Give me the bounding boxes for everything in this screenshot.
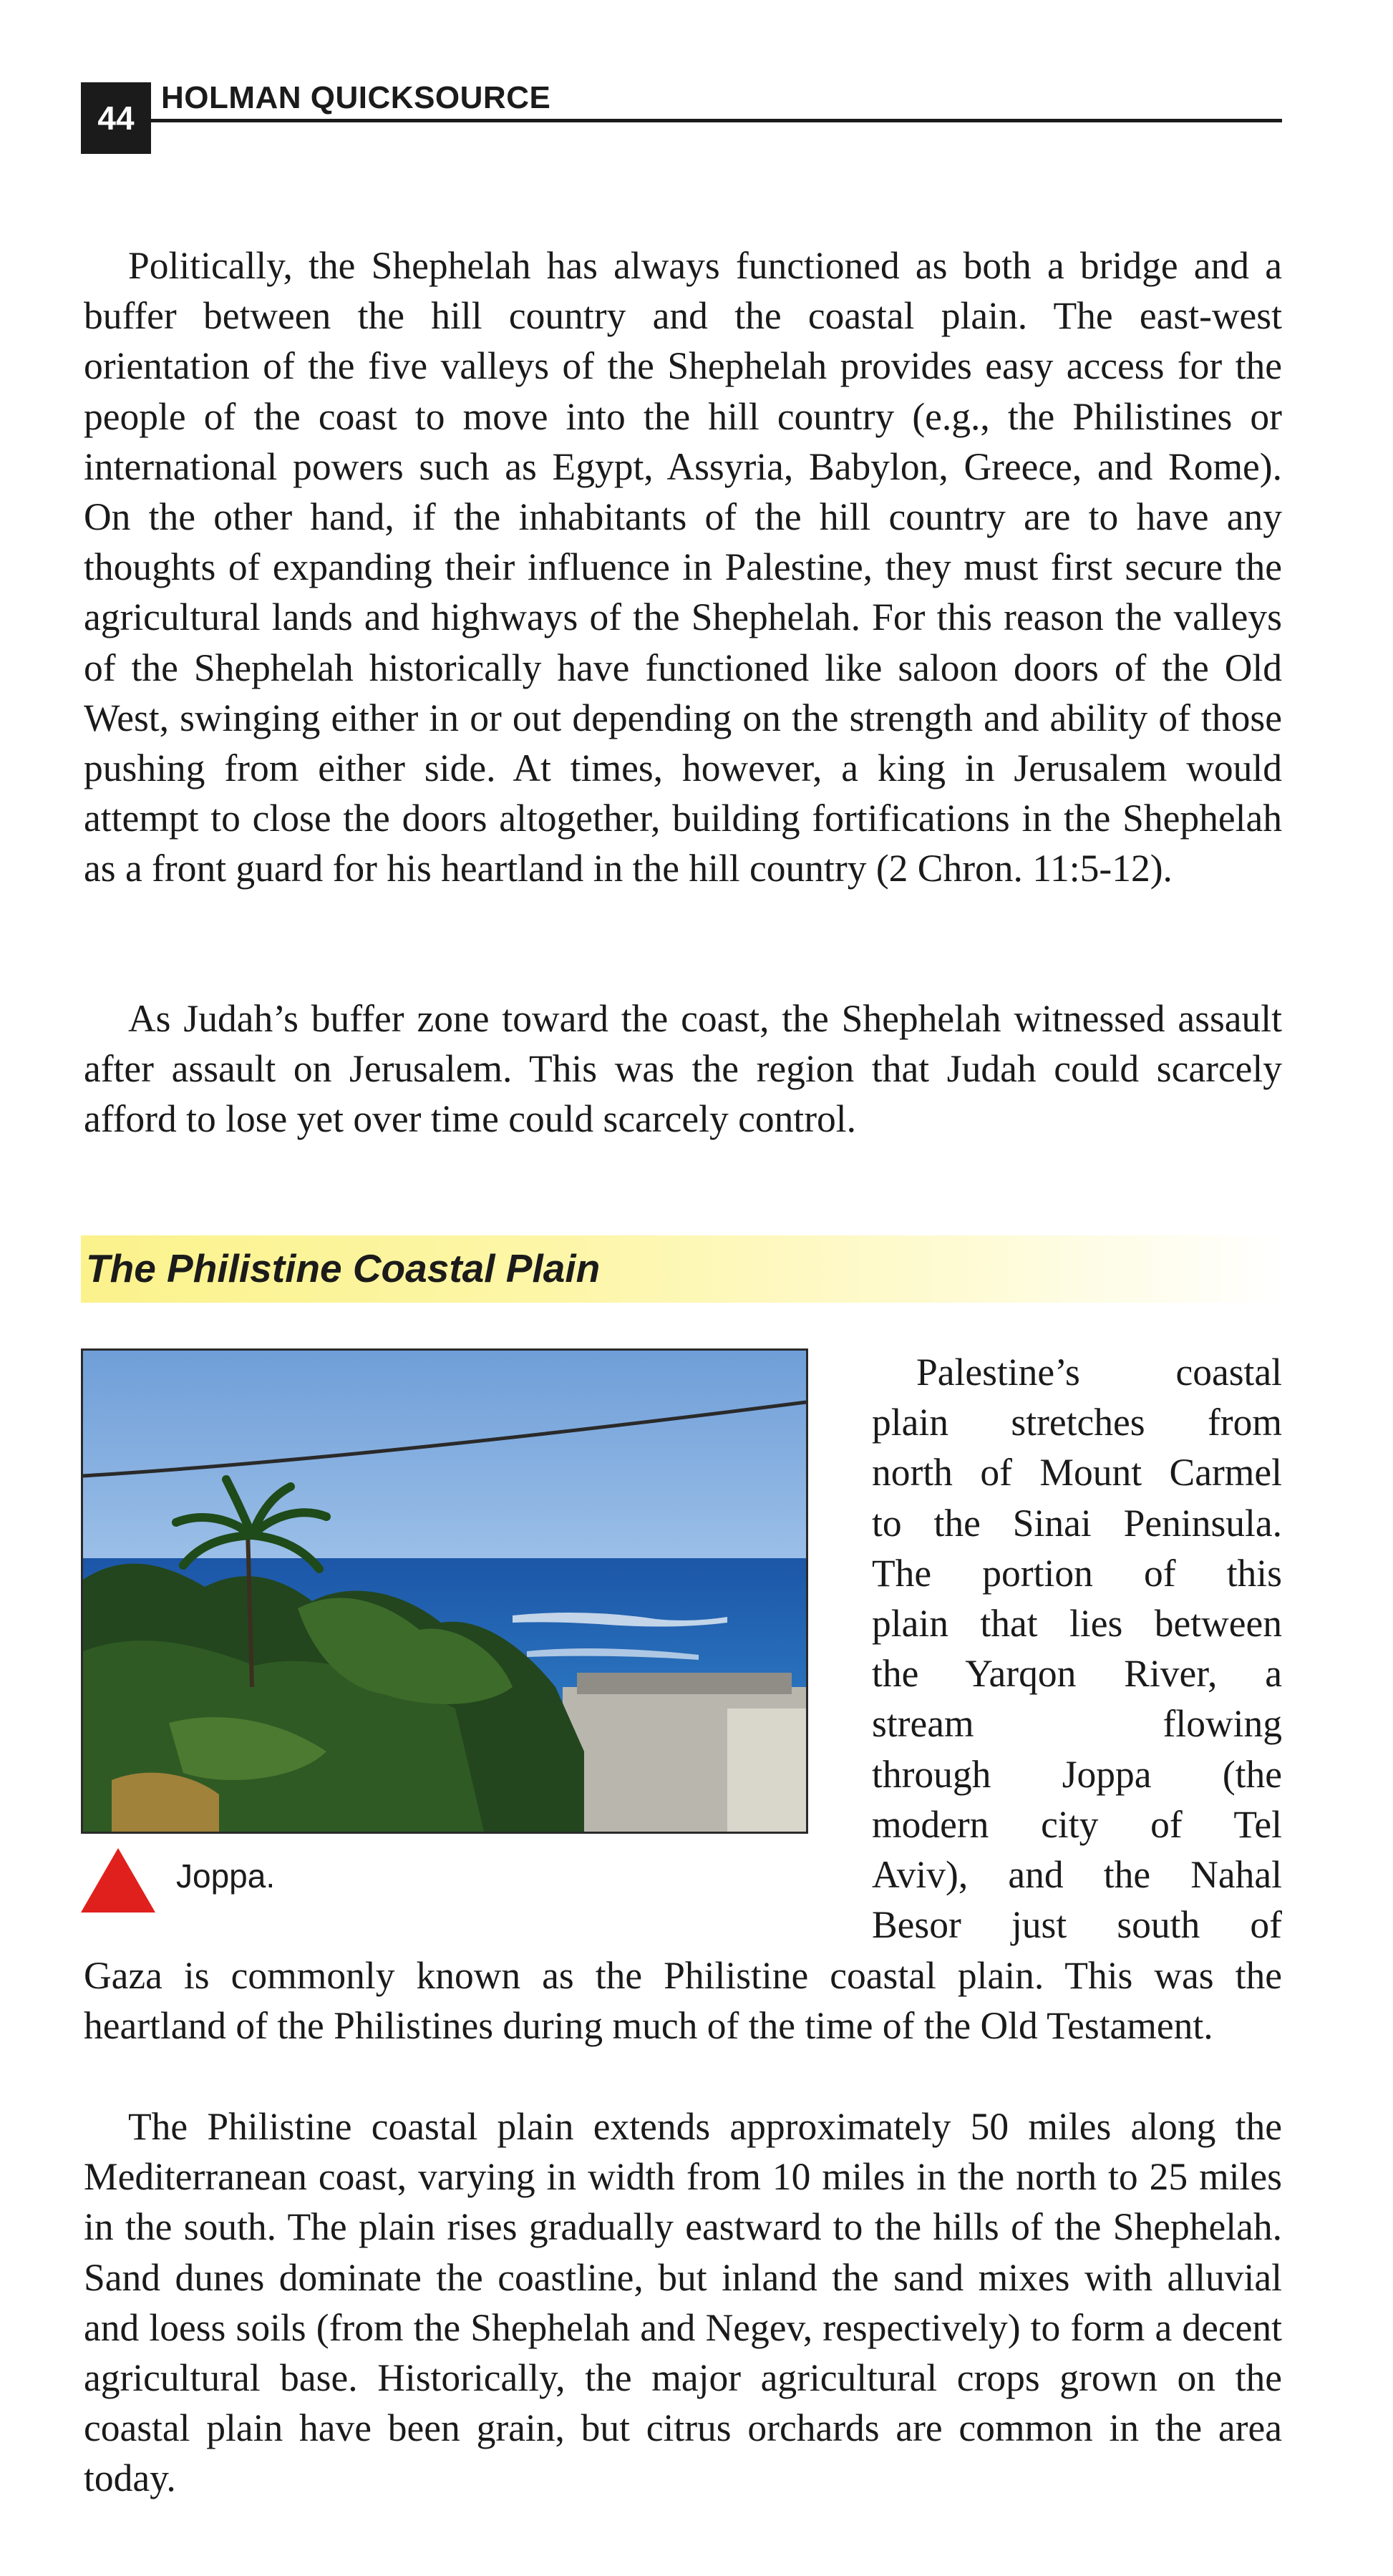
page-number: 44 — [81, 82, 151, 154]
side-line: the Yarqon River, a — [872, 1652, 1282, 1696]
caption-triangle-icon — [81, 1848, 155, 1912]
body-paragraph-3-continued: Gaza is commonly known as the Philistine coastal plain. This was the heartland of the Philistines during much of the time of the Old Testament. — [84, 1954, 1282, 2048]
side-line: stream flowing — [872, 1702, 1282, 1746]
photo-caption: Joppa. — [176, 1857, 276, 1895]
side-line: to the Sinai Peninsula. — [872, 1501, 1282, 1545]
side-line: Palestine’s coastal — [916, 1351, 1282, 1394]
body-paragraph-4: The Philistine coastal plain extends approximately 50 miles along the Mediterranean coast, varying in width from 10 miles in the north to 25 miles in the south. The plain rises gradually eastward to the hills of the Shephelah. Sand dunes dominate the coastline, but inland the sand mixes with alluvial and loess soils (from the Shephelah and Negev, respectively) to form a decent agricultural base. Historically, the major agricultural crops grown on the coastal plain have been grain, but citrus orchards are common in the area today. — [84, 2105, 1282, 2500]
body-paragraph-3-side — [872, 1347, 1282, 1950]
side-line: north of Mount Carmel — [872, 1451, 1282, 1494]
body-paragraph-2: As Judah’s buffer zone toward the coast, the Shephelah witnessed assault after assault on Jerusalem. This was the region that Judah could scarcely afford to lose yet over time could scarcely control. — [84, 997, 1282, 1141]
side-line: plain stretches from — [872, 1401, 1282, 1444]
section-heading: The Philistine Coastal Plain — [86, 1246, 601, 1291]
side-line: plain that lies between — [872, 1602, 1282, 1646]
side-line: The portion of this — [872, 1551, 1282, 1595]
side-line: Aviv), and the Nahal — [872, 1853, 1282, 1897]
header-rule — [151, 119, 1282, 122]
side-line: through Joppa (the — [872, 1752, 1282, 1796]
side-line: modern city of Tel — [872, 1802, 1282, 1846]
body-paragraph-1: Politically, the Shephelah has always functioned as both a bridge and a buffer between the hill country and the coastal plain. The east-west orientation of the five valleys of the Shephelah provides easy access for the people of the coast to move into the hill country (e.g., the Philistines or international powers such as Egypt, Assyria, Babylon, Greece, and Rome). On the other hand, if the inhabitants of the hill country are to have any thoughts of expanding their influence in Palestine, they must first secure the agricultural lands and highways of the Shephelah. For this reason the valleys of the Shephelah historically have functioned like saloon doors of the Old West, swinging either in or out depending on the strength and ability of those pushing from either side. At times, however, a king in Jerusalem would attempt to close the doors altogether, building fortifications in the Shephelah as a front guard for his heartland in the hill country (2 Chron. 11:5-12). — [84, 244, 1282, 890]
running-title: HOLMAN QUICKSOURCE — [161, 80, 551, 115]
joppa-photo — [81, 1348, 808, 1834]
side-line: Besor just south of — [872, 1903, 1282, 1947]
